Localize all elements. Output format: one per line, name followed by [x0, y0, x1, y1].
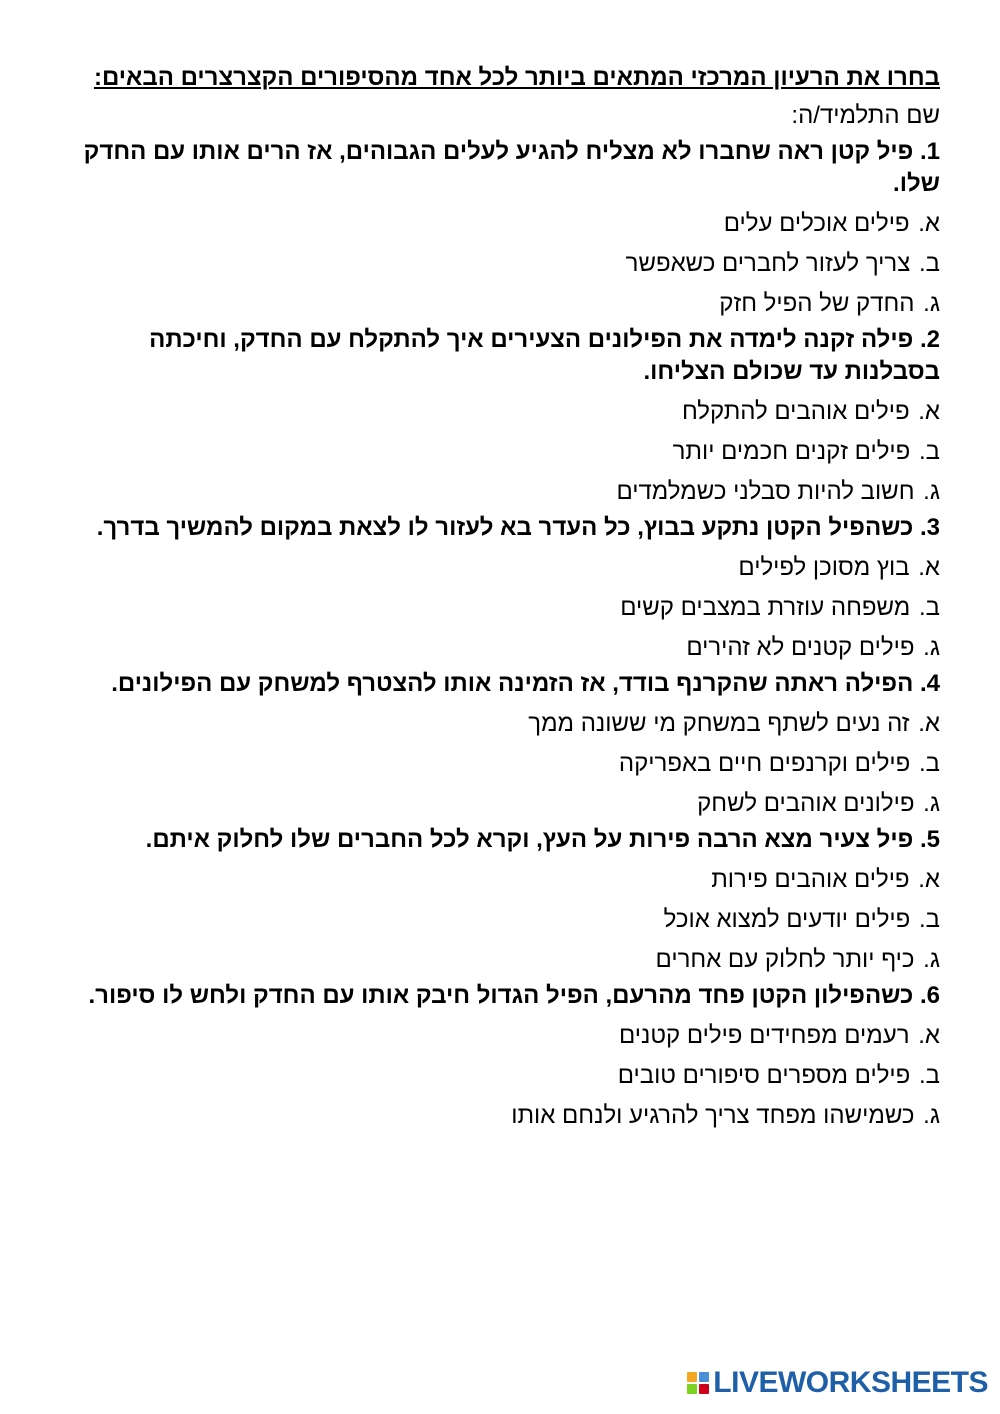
option-letter: ב.	[918, 250, 940, 277]
option-text: משפחה עוזרת במצבים קשים	[620, 594, 911, 621]
logo-text: LIVEWORKSHEETS	[713, 1366, 988, 1399]
question-text	[62, 668, 940, 700]
option-text: פילונים אוהבים לשחק	[697, 790, 915, 817]
question-text	[62, 980, 940, 1012]
option-text: כיף יותר לחלוק עם אחרים	[655, 946, 915, 973]
question-number: 4.	[919, 670, 940, 697]
option-text: החדק של הפיל חזק	[719, 290, 915, 317]
option-text: פילים מספרים סיפורים טובים	[617, 1062, 911, 1089]
option-letter: ב.	[918, 1062, 940, 1089]
answer-option[interactable]	[62, 1100, 940, 1132]
question-item	[62, 668, 940, 820]
option-letter: א.	[918, 398, 940, 425]
option-letter: ב.	[918, 750, 940, 777]
option-letter: א.	[918, 866, 940, 893]
option-text: פילים אוהבים להתקלח	[681, 398, 910, 425]
liveworksheets-logo-icon	[687, 1372, 709, 1394]
option-letter: ג.	[923, 290, 940, 317]
answer-option[interactable]	[62, 476, 940, 508]
question-item	[62, 824, 940, 976]
answer-option[interactable]	[62, 208, 940, 240]
option-text: פילים וקרנפים חיים באפריקה	[618, 750, 911, 777]
answer-option[interactable]	[62, 436, 940, 468]
option-letter: ב.	[918, 594, 940, 621]
option-letter: א.	[918, 210, 940, 237]
answer-option[interactable]	[62, 708, 940, 740]
option-text: פילים זקנים חכמים יותר	[672, 438, 911, 465]
question-number: 5.	[919, 826, 940, 853]
question-number: 1.	[919, 138, 940, 165]
answer-option[interactable]	[62, 944, 940, 976]
option-text: פילים אוהבים פירות	[711, 866, 910, 893]
answer-option[interactable]	[62, 396, 940, 428]
question-number: 2.	[919, 326, 940, 353]
option-text: בוץ מסוכן לפילים	[738, 554, 910, 581]
option-text: זה נעים לשתף במשחק מי ששונה ממך	[528, 710, 910, 737]
option-letter: ג.	[923, 946, 940, 973]
liveworksheets-logo	[687, 1368, 988, 1398]
question-number: 6.	[919, 982, 940, 1009]
question-number: 3.	[919, 514, 940, 541]
option-letter: א.	[918, 710, 940, 737]
question-statement: כשהפיל הקטן נתקע בבוץ, כל העדר בא לעזור לו לצאת במקום להמשיך בדרך.	[96, 514, 914, 541]
option-letter: ב.	[918, 438, 940, 465]
option-text: צריך לעזור לחברים כשאפשר	[625, 250, 911, 277]
question-list	[62, 136, 940, 1132]
question-text	[62, 136, 940, 200]
option-text: כשמישהו מפחד צריך להרגיע ולנחם אותו	[511, 1102, 915, 1129]
question-text	[62, 324, 940, 388]
question-text	[62, 824, 940, 856]
option-letter: ג.	[923, 478, 940, 505]
answer-option[interactable]	[62, 748, 940, 780]
answer-option[interactable]	[62, 632, 940, 664]
answer-option[interactable]	[62, 788, 940, 820]
student-name-label: שם התלמיד/ה:	[791, 102, 940, 129]
option-text: פילים אוכלים עלים	[723, 210, 910, 237]
option-letter: ג.	[923, 634, 940, 661]
worksheet	[62, 62, 940, 1132]
option-text: פילים יודעים למצוא אוכל	[663, 906, 911, 933]
question-item	[62, 136, 940, 320]
answer-option[interactable]	[62, 288, 940, 320]
question-statement: פילה זקנה לימדה את הפילונים הצעירים איך להתקלח עם החדק, וחיכתה בסבלנות עד שכולם הצליחו.	[149, 326, 940, 385]
question-statement: כשהפילון הקטן פחד מהרעם, הפיל הגדול חיבק אותו עם החדק ולחש לו סיפור.	[88, 982, 914, 1009]
question-item	[62, 512, 940, 664]
option-text: חשוב להיות סבלני כשמלמדים	[616, 478, 915, 505]
answer-option[interactable]	[62, 552, 940, 584]
option-letter: א.	[918, 554, 940, 581]
answer-option[interactable]	[62, 904, 940, 936]
question-statement: הפילה ראתה שהקרנף בודד, אז הזמינה אותו להצטרף למשחק עם הפילונים.	[111, 670, 914, 697]
answer-option[interactable]	[62, 864, 940, 896]
option-text: רעמים מפחידים פילים קטנים	[618, 1022, 910, 1049]
option-letter: ב.	[918, 906, 940, 933]
question-statement: פיל קטן ראה שחברו לא מצליח להגיע לעלים הגבוהים, אז הרים אותו עם החדק שלו.	[83, 138, 940, 197]
option-letter: א.	[918, 1022, 940, 1049]
question-item	[62, 980, 940, 1132]
question-item	[62, 324, 940, 508]
option-text: פילים קטנים לא זהירים	[686, 634, 915, 661]
option-letter: ג.	[923, 790, 940, 817]
question-statement: פיל צעיר מצא הרבה פירות על העץ, וקרא לכל החברים שלו לחלוק איתם.	[145, 826, 914, 853]
option-letter: ג.	[923, 1102, 940, 1129]
worksheet-title: בחרו את הרעיון המרכזי המתאים ביותר לכל אחד מהסיפורים הקצרצרים הבאים:	[93, 64, 940, 91]
question-text	[62, 512, 940, 544]
answer-option[interactable]	[62, 1060, 940, 1092]
answer-option[interactable]	[62, 592, 940, 624]
answer-option[interactable]	[62, 1020, 940, 1052]
answer-option[interactable]	[62, 248, 940, 280]
